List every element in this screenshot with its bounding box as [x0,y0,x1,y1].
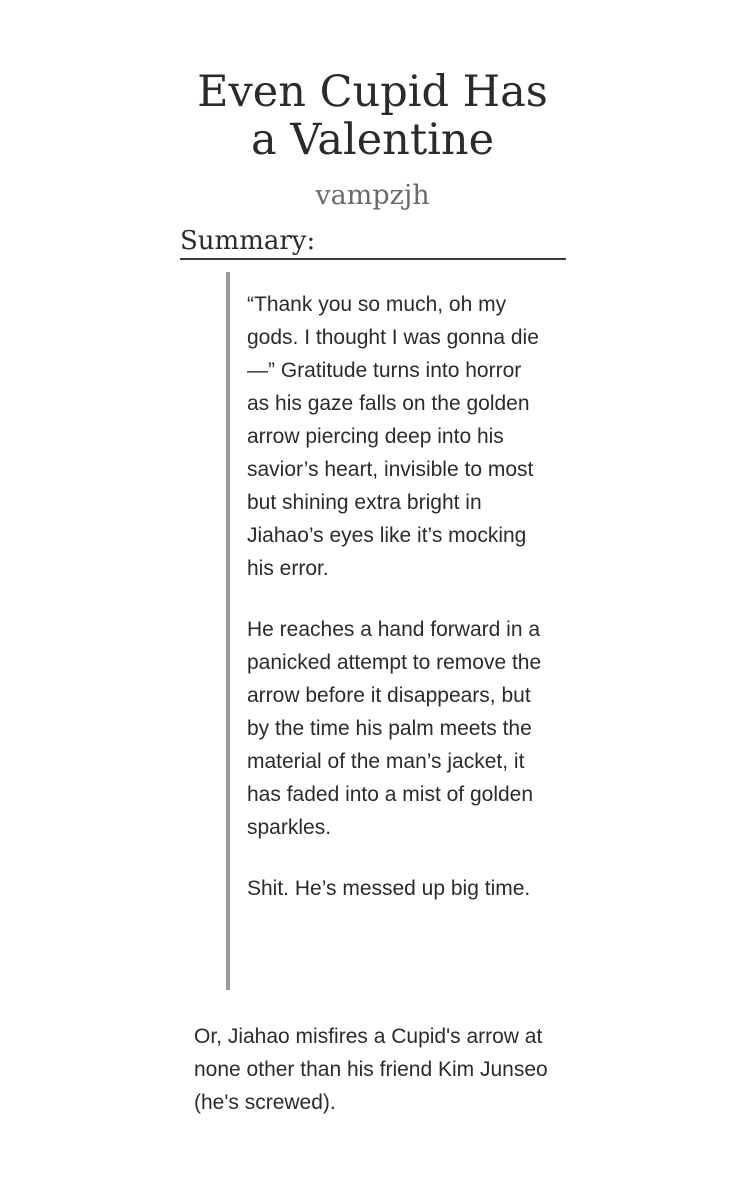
blockquote-bar [226,272,230,990]
work-title-line-2: a Valentine [250,115,495,165]
work-title [0,68,745,164]
summary-heading: Summary: [180,224,566,260]
summary-paragraph-3: Shit. He’s messed up big time. [247,877,531,900]
summary-blockquote [247,288,547,933]
summary-tagline: Or, Jiahao misfires a Cupid's arrow at none other than his friend Kim Junseo (he's screwed). [194,1025,548,1114]
summary-paragraph-1: “Thank you so much, oh my gods. I thought I was gonna die—” Gratitude turns into horror as his gaze falls on the golden arrow piercing deep into his savior’s heart, invisible to most but shining extra bright in Jiahao’s eyes like it’s mocking his error. [247,293,539,580]
work-title-line-1: Even Cupid Has [197,67,548,117]
author-name[interactable]: vampzjh [315,180,430,211]
summary-paragraph-2: He reaches a hand forward in a panicked attempt to remove the arrow before it disappears, but by the time his palm meets the material of the man’s jacket, it has faded into a mist of golden sparkles. [247,618,542,839]
